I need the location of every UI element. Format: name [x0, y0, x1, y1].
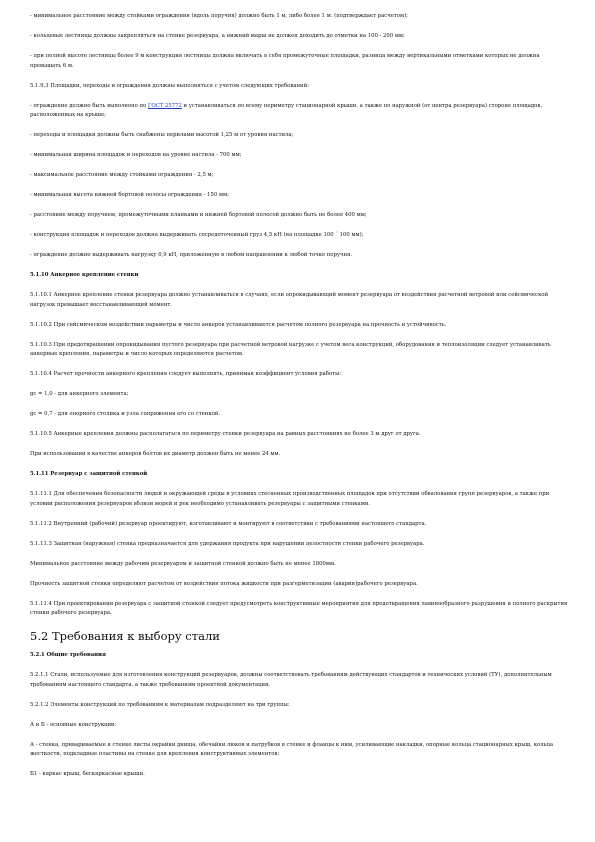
clause-text: 5.1.10.1 Анкерное крепление стенки резервуара должно устанавливаться в случаях, если опрокидывающий момент резервуара от воздействия расчетной ветровой или сейсмической нагрузок превышает восстанавливающий момент. [30, 291, 549, 308]
clause-text: 5.1.10.3 При предотвращении опрокидывания пустого резервуара при расчетной ветровой нагрузке с учетом веса конструкций, оборудования и теплоизоляции следует устанавливать анкерные крепления, параметры и число которых определяются расчетом. [30, 341, 551, 358]
list-item: - минимальное расстояние между стойками ограждения (вдоль поручня) должно быть 1 м, либо более 1 м: (подтверждает расчетом); [30, 13, 408, 19]
clause-text: 5.1.10.4 Расчет прочности анкерного крепления следует выполнять, принимая коэффициент условия работы: [30, 371, 342, 378]
clause-text: 5.1.11.4 При проектировании резервуара с защитной стенкой следует предусмотреть конструктивные мероприятия для предотвращения лавинообразного разрушения и полного раскрытия стенки рабочего резервуара. [30, 600, 568, 617]
text-run: - ограждение должно быть выполнено по [30, 102, 148, 109]
list-item: - минимальная ширина площадок и переходов на уровне настила - 700 мм; [30, 152, 242, 159]
formula-line: gc = 0,7 - для опорного столика и узла сопряжения его со стенкой. [30, 411, 221, 418]
subsection-heading: 5.1.10 Анкерное крепление стенки [30, 272, 139, 278]
clause-text: 5.2.1.1 Стали, используемые для изготовления конструкций резервуаров, должны соответствовать требованиям действующих стандартов и технических условий (ТУ), дополнительным требованиям настоящего стандарта, а также требованиям проектной документации. [30, 672, 552, 688]
list-item: - при полной высоте лестницы более 9 м конструкция лестницы должна включать в себя промежуточные площадки, разница между вертикальными отметками которых не должна превышать 6 м. [30, 52, 540, 69]
list-item [30, 102, 570, 121]
clause-text: При использовании в качестве анкеров болтов их диаметр должен быть не менее 24 мм. [30, 451, 281, 458]
clause-text: 5.1.11.1 Для обеспечения безопасности людей и окружающей среды в условиях стесненных производственных площадок при отсутствии обвалования групп резервуаров, а также при условии расположения резервуаров вблизи морей и рек необходимо устанавливать резервуары с защитными стенками. [30, 491, 550, 507]
clause-text: 5.1.10.2 При сейсмическом воздействии параметры и число анкеров устанавливаются расчетом полного резервуара на прочность и устойчивость. [30, 321, 447, 328]
list-item: - переходы и площадки должны быть снабжены перилами высотой 1,25 м от уровня настила; [30, 132, 294, 139]
list-item: - расстояние между поручнем, промежуточными планками и нижней бортовой полосой должно быть не более 400 мм; [30, 212, 367, 219]
gost-25772-link[interactable]: ГОСТ 25772 [147, 102, 182, 109]
clause-text: 5.2.1.2 Элементы конструкций по требованиям к материалам подразделяют на три группы: [30, 701, 290, 708]
clause-text: 5.1.11.2 Внутренний (рабочий) резервуар проектируют, изготавливают и монтируют в соответствии с требованиями настоящего стандарта. [30, 520, 427, 527]
text-run: и устанавливаться по всему периметру стационарной крыши, а также по наружной (от центра резервуара) стороне площадок, расположенных на крыше; [30, 102, 543, 119]
subsection-heading: 5.2.1 Общие требования [30, 652, 106, 659]
document-body [30, 12, 570, 790]
clause-text: 5.1.11.3 Защитная (наружная) стенка предназначается для удержания продукта при нарушении целостности стенки рабочего резервуара. [30, 540, 425, 547]
clause-text: Минимальное расстояние между рабочим резервуаром и защитной стенкой должно быть не менее 1800мм. [30, 560, 336, 567]
clause-text: 5.1.9.3 Площадки, переходы и ограждения должны выполняться с учетом следующих требований: [30, 82, 309, 89]
list-item: - кольцевые лестницы должны закрепляться на стенке резервуара, а нижний марш не должен доходить до отметки на 100 - 200 мм; [30, 32, 405, 39]
clause-text: Б1 - каркас крыш, бескаркасные крыши. [30, 771, 145, 778]
list-item: - конструкция площадок и переходов должна выдерживать сосредоточенный груз 4,5 кН (на площадке 100 ´ 100 мм); [30, 232, 364, 239]
clause-text: А - стенка, привариваемые к стенке листы окрайки днища, обечайки люков и патрубков в стенке и фланцы к ним, усиливающие накладки, опорные кольца стационарных крыш, кольца жесткости, подкладные пластины на стенке для крепления конструктивных элементов; [30, 741, 554, 758]
list-item: - ограждение должно выдерживать нагрузку 0,9 кН, приложенную в любом направлении к любой точке поручня. [30, 252, 353, 259]
clause-text: Прочность защитной стенки определяют расчетом от воздействия потока жидкости при разгерметизации (аварии)рабочего резервуара. [30, 580, 418, 587]
clause-text: 5.1.10.5 Анкерные крепления должны располагаться по периметру стенки резервуара на равных расстояниях не более 3 м друг от друга. [30, 431, 421, 438]
formula-line: gc = 1,0 - для анкерного элемента; [30, 391, 129, 398]
clause-text: А и Б - основные конструкции: [30, 721, 117, 728]
list-item: - максимальное расстояние между стойками ограждения - 2,5 м; [30, 172, 214, 179]
section-heading: 5.2 Требования к выбору стали [30, 629, 220, 644]
list-item: - минимальная высота нижней бортовой полосы ограждения - 150 мм; [30, 192, 229, 199]
subsection-heading: 5.1.11 Резервуар с защитной стенкой [30, 471, 148, 478]
